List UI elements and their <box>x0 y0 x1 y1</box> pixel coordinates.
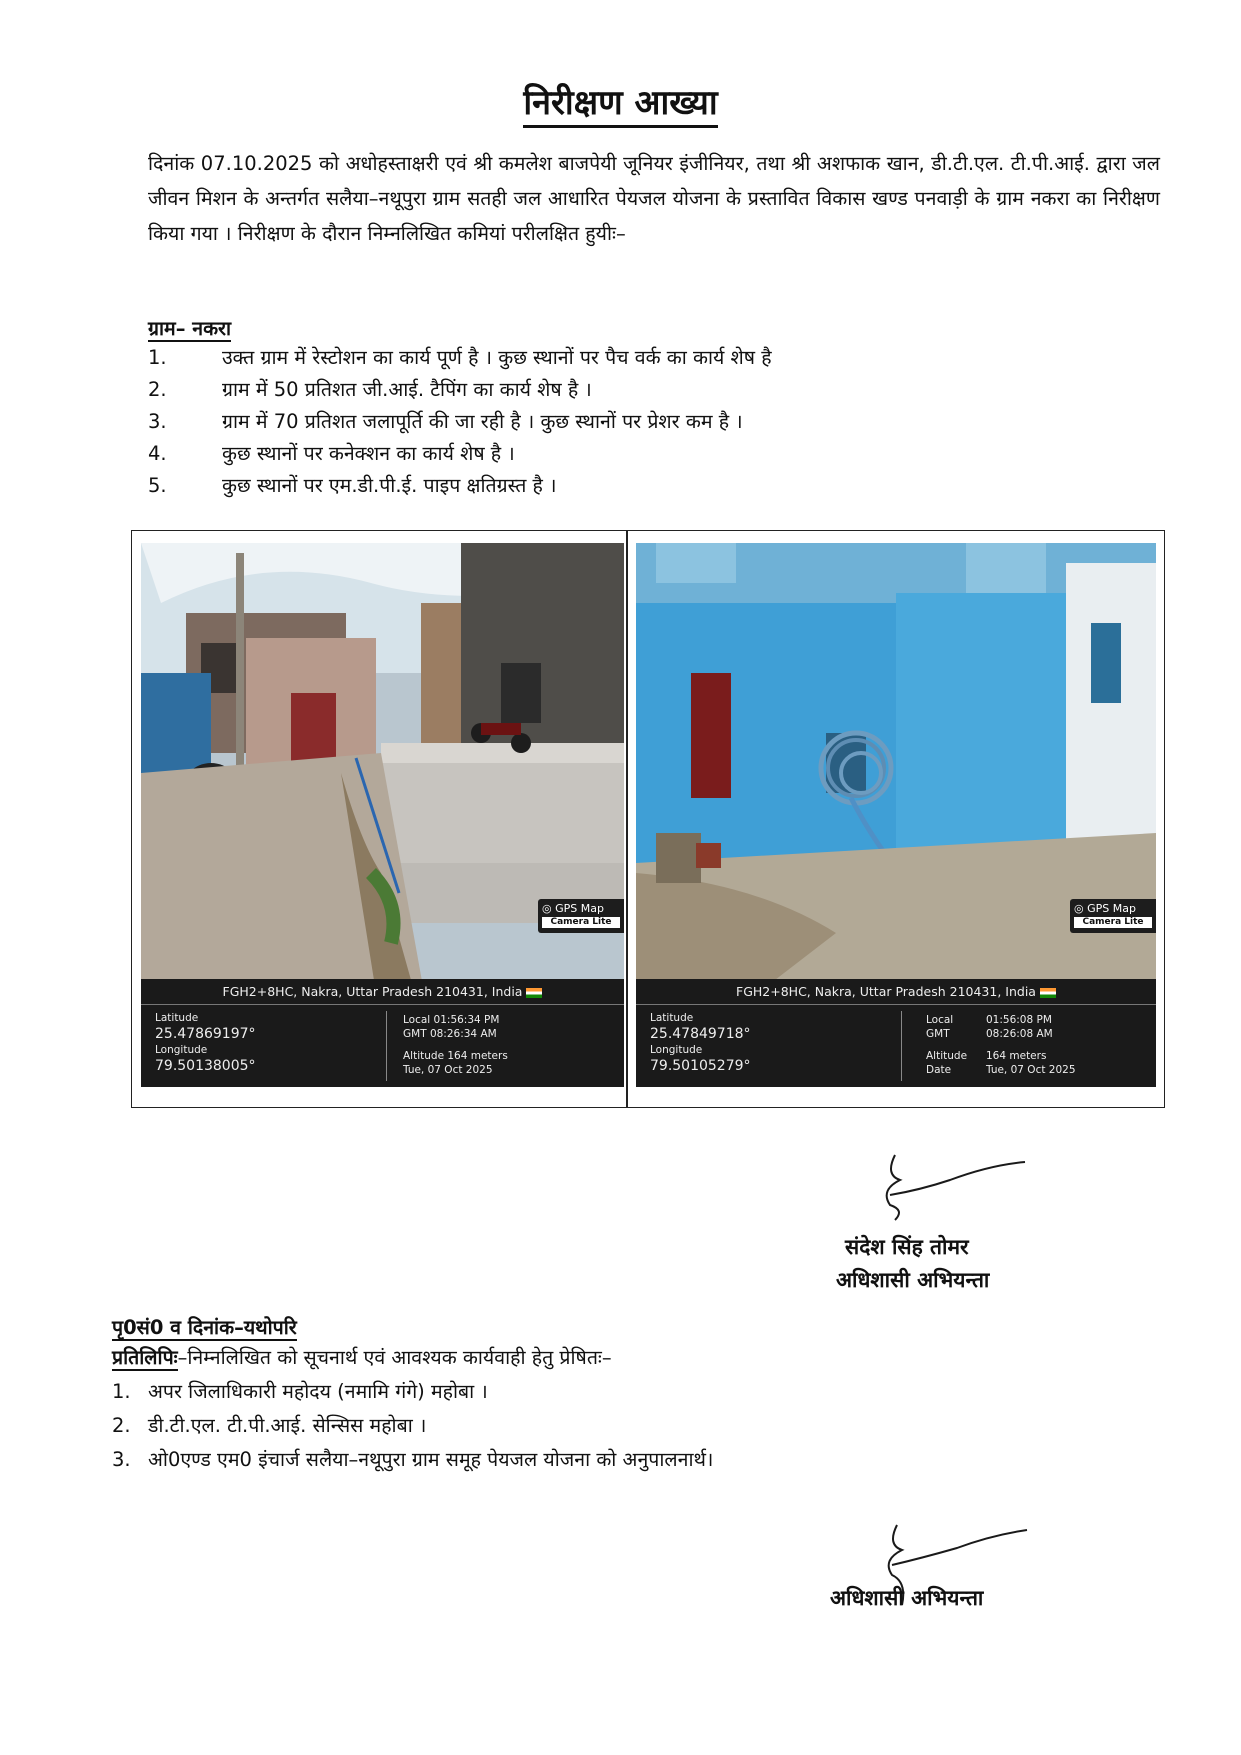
gps-separator <box>386 1011 387 1081</box>
site-photo-2 <box>636 543 1156 1087</box>
gps-time-values: 01:56:08 PM 08:26:08 AM 164 meters Tue, 07 Oct 2025 <box>986 1014 1076 1076</box>
gps-badge: ◎ GPS Map Camera Lite <box>538 899 624 933</box>
reference-line: पृ0सं0 व दिनांक–यथोपरि <box>112 1316 297 1339</box>
gps-address: FGH2+8HC, Nakra, Uttar Pradesh 210431, India <box>636 979 1156 1005</box>
gps-time-info: Local GMT Altitude Date <box>926 1014 968 1076</box>
list-item: 1. अपर जिलाधिकारी महोदय (नमामि गंगे) महोबा । <box>112 1380 488 1403</box>
list-item: 3. ओ0एण्ड एम0 इंचार्ज सलैया–नथूपुरा ग्राम समूह पेयजल योजना को अनुपालनार्थ। <box>112 1448 714 1471</box>
gps-badge: ◎ GPS Map Camera Lite <box>1070 899 1156 933</box>
copy-recipients-list <box>112 1375 713 1477</box>
gps-info-panel <box>141 979 624 1087</box>
signature-1 <box>860 1150 1030 1230</box>
gps-address: FGH2+8HC, Nakra, Uttar Pradesh 210431, India <box>141 979 624 1005</box>
signer-name: संदेश सिंह तोमर <box>845 1235 969 1259</box>
gps-coordinates: Latitude 25.47869197° Longitude 79.50138005° <box>155 1012 256 1074</box>
list-item: 3. ग्राम में 70 प्रतिशत जलापूर्ति की जा रही है । कुछ स्थानों पर प्रेशर कम है । <box>148 410 743 433</box>
gps-time-info: Local 01:56:34 PM GMT 08:26:34 AM Altitude 164 meters Tue, 07 Oct 2025 <box>403 1014 508 1076</box>
intro-paragraph: दिनांक 07.10.2025 को अधोहस्ताक्षरी एवं श्री कमलेश बाजपेयी जूनियर इंजीनियर, तथा श्री अशफाक खान, डी.टी.एल. टी.पी.आई. द्वारा जल जीवन मिशन के अन्तर्गत सलैया–नथूपुरा ग्राम सतही जल आधारित पेयजल योजना के प्रस्तावित विकास खण्ड पनवाड़ी के ग्राम नकरा का निरीक्षण किया गया । निरीक्षण के दौरान निम्नलिखित कमियां परीलक्षित हुयीः– <box>148 152 1160 245</box>
list-item: 2. ग्राम में 50 प्रतिशत जी.आई. टैपिंग का कार्य शेष है । <box>148 378 592 401</box>
list-item: 5. कुछ स्थानों पर एम.डी.पी.ई. पाइप क्षतिग्रस्त है । <box>148 474 557 497</box>
gps-map-icon: ◎ <box>1074 902 1084 915</box>
gps-info-panel <box>636 979 1156 1087</box>
gps-separator <box>901 1011 902 1081</box>
signer-title-2: अधिशासी अभियन्ता <box>830 1586 984 1610</box>
india-flag-icon <box>1040 988 1056 998</box>
signer-title: अधिशासी अभियन्ता <box>836 1268 990 1292</box>
findings-list <box>148 342 1148 502</box>
gps-map-icon: ◎ <box>542 902 552 915</box>
copy-to-line: प्रतिलिपिः–निम्नलिखित को सूचनार्थ एवं आवश्यक कार्यवाही हेतु प्रेषितः– <box>112 1346 612 1369</box>
list-item: 1. उक्त ग्राम में रेस्टोशन का कार्य पूर्ण है । कुछ स्थानों पर पैच वर्क का कार्य शेष है <box>148 346 772 369</box>
report-title: निरीक्षण आख्या <box>0 78 1241 124</box>
photo-divider <box>626 530 628 1108</box>
list-item: 2. डी.टी.एल. टी.पी.आई. सेन्सिस महोबा । <box>112 1414 427 1437</box>
india-flag-icon <box>526 988 542 998</box>
list-item: 4. कुछ स्थानों पर कनेक्शन का कार्य शेष है । <box>148 442 515 465</box>
site-photo-1 <box>141 543 624 1087</box>
village-heading: ग्राम– नकरा <box>148 317 232 340</box>
gps-coordinates: Latitude 25.47849718° Longitude 79.50105279° <box>650 1012 751 1074</box>
